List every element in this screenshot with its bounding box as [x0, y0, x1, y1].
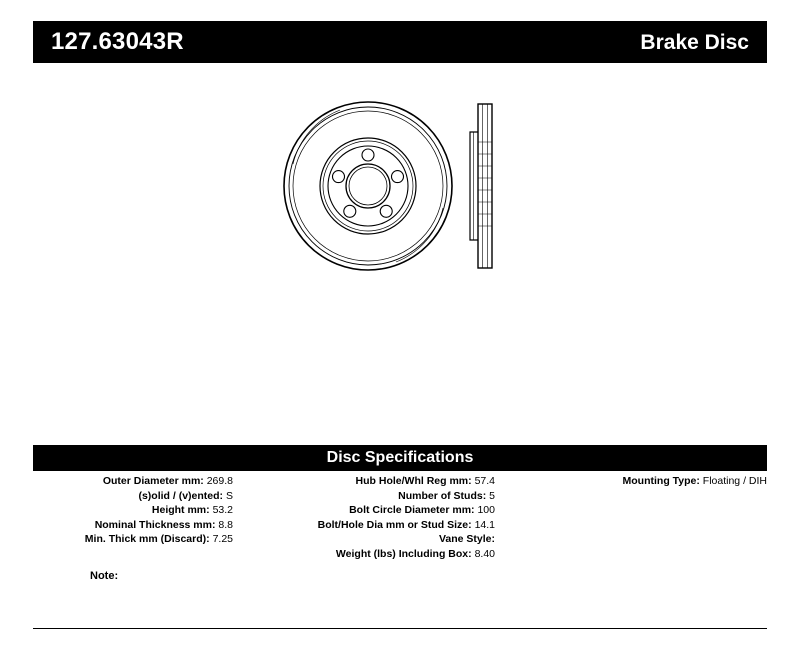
spec-value: 8.40	[474, 547, 495, 560]
rotor-illustration	[280, 96, 530, 276]
bottom-divider	[33, 628, 767, 629]
brake-rotor-drawing	[280, 96, 530, 276]
spec-value: 7.25	[212, 533, 233, 546]
spec-row	[33, 503, 233, 518]
spec-label: Weight (lbs) Including Box:	[335, 547, 472, 560]
specifications-area	[33, 474, 767, 574]
note-row	[90, 570, 118, 582]
spec-row	[33, 474, 233, 489]
spec-value: S	[225, 489, 233, 502]
spec-label: Min. Thick mm (Discard):	[84, 533, 210, 546]
spec-value: 57.4	[474, 475, 495, 487]
spec-label: Nominal Thickness mm:	[94, 518, 216, 531]
spec-row	[33, 489, 233, 504]
spec-value: 269.8	[206, 475, 233, 487]
spec-column-left	[33, 474, 233, 547]
spec-label: Mounting Type:	[622, 475, 700, 487]
spec-column-right	[511, 474, 767, 489]
spec-row	[245, 503, 495, 518]
spec-row	[33, 532, 233, 547]
spec-row	[245, 547, 495, 562]
spec-label: Number of Studs:	[398, 489, 487, 502]
spec-label: Hub Hole/Whl Reg mm:	[355, 475, 472, 487]
spec-value: Floating / DIH	[702, 475, 767, 487]
spec-label: Bolt/Hole Dia mm or Stud Size:	[317, 518, 472, 531]
spec-row	[511, 474, 767, 489]
product-type: Brake Disc	[640, 30, 749, 54]
spec-label: Vane Style:	[438, 533, 495, 546]
spec-value: 100	[477, 504, 495, 517]
spec-row	[245, 518, 495, 533]
specs-title: Disc Specifications	[326, 449, 474, 466]
spec-value: 8.8	[218, 518, 233, 531]
part-number: 127.63043R	[51, 28, 184, 55]
spec-label: Height mm:	[151, 504, 210, 517]
spec-value: 14.1	[474, 518, 495, 531]
spec-value: 5	[489, 489, 495, 502]
header-bar	[33, 21, 767, 63]
note-label: Note:	[90, 570, 119, 582]
spec-value: 53.2	[212, 504, 233, 517]
spec-row	[245, 532, 495, 547]
disc-specifications-bar	[33, 445, 767, 471]
spec-label: (s)olid / (v)ented:	[138, 489, 224, 502]
spec-column-middle	[245, 474, 495, 562]
spec-label: Bolt Circle Diameter mm:	[349, 504, 475, 517]
spec-label: Outer Diameter mm:	[102, 475, 204, 487]
spec-row	[33, 518, 233, 533]
spec-row	[245, 474, 495, 489]
spec-row	[245, 489, 495, 504]
